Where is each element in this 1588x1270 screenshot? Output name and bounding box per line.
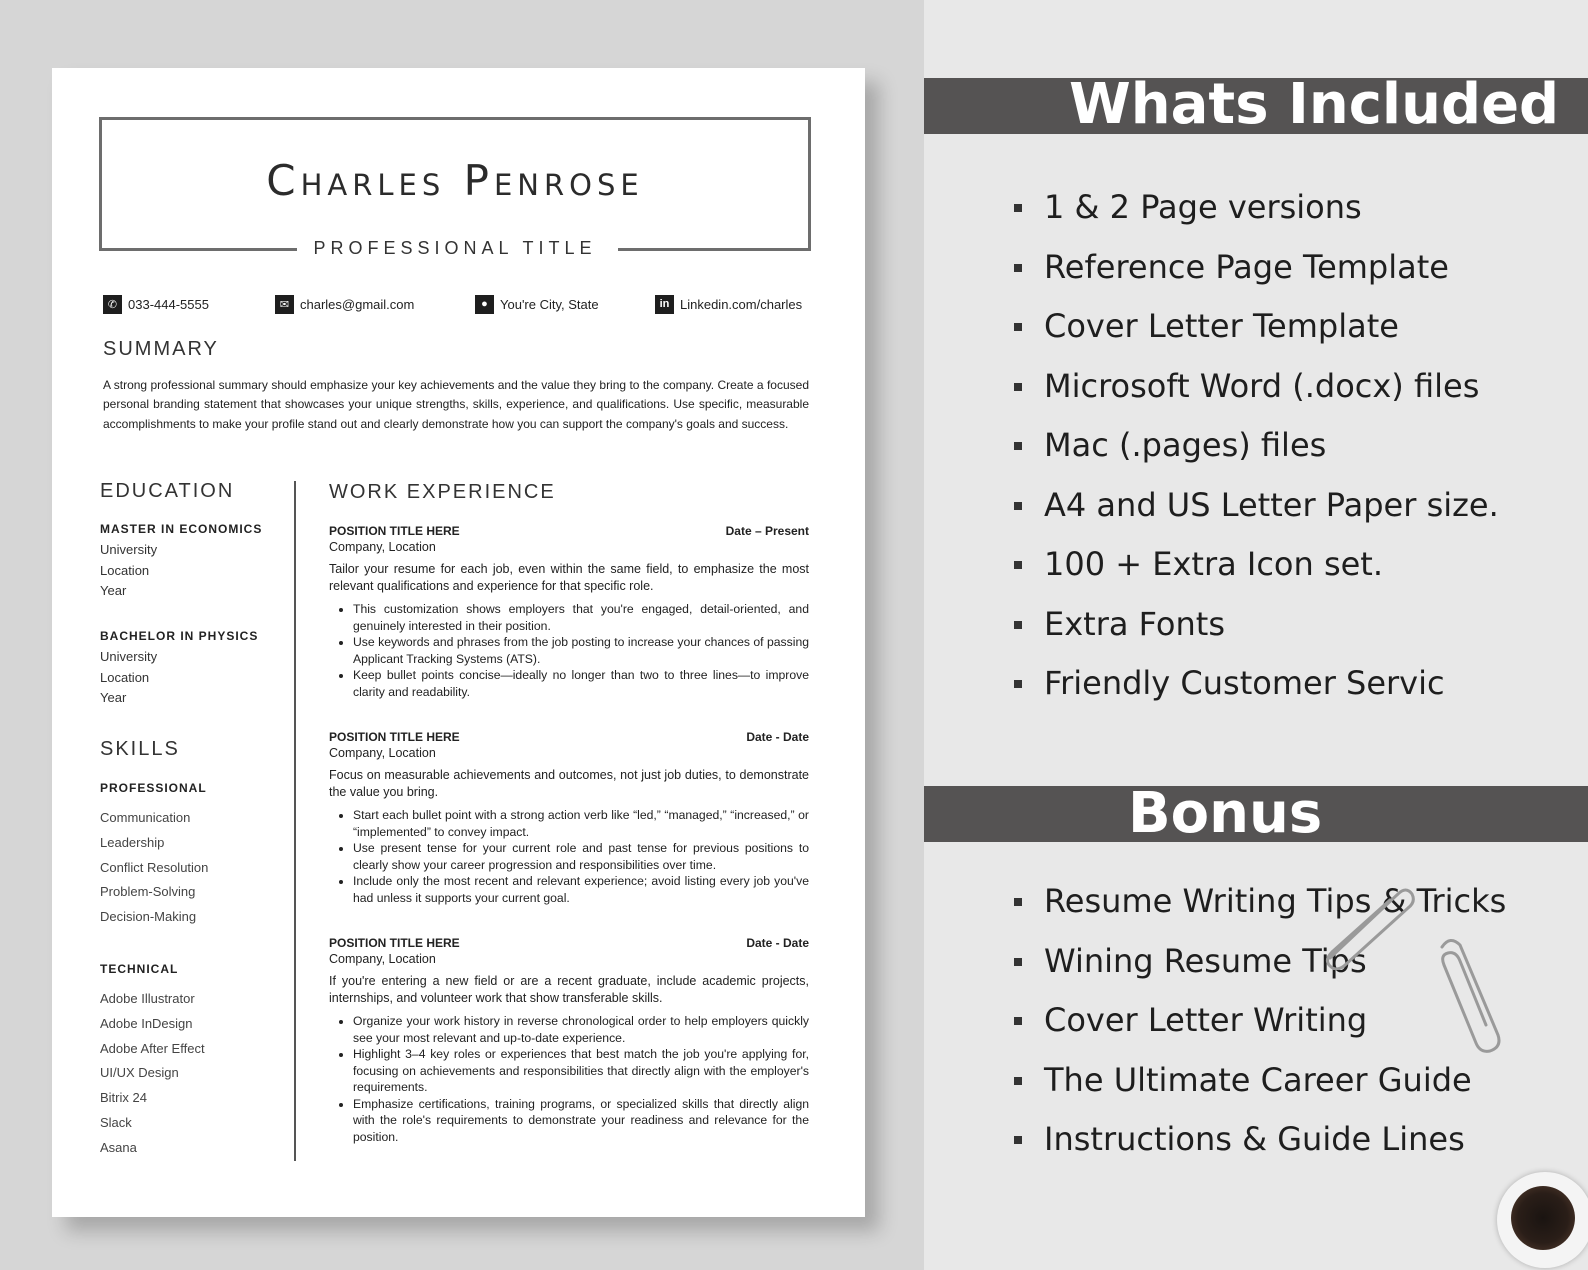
job-bullet: • Organize your work history in reverse chronological order to help employers quickly see your most relevant and up-to-date experience. — [353, 1013, 809, 1046]
phone-text: 033-444-5555 — [128, 296, 209, 312]
bullet-square-icon — [1014, 898, 1022, 906]
bonus-item: Cover Letter Writing — [1013, 1000, 1506, 1060]
bullet-square-icon — [1014, 383, 1022, 391]
summary-heading: SUMMARY — [103, 338, 219, 360]
education-line: Location — [100, 669, 150, 685]
work-experience-heading: WORK EXPERIENCE — [329, 481, 556, 503]
education-item — [100, 522, 280, 602]
bullet-square-icon — [1014, 958, 1022, 966]
skill-item: Leadership — [100, 834, 165, 850]
education-line: University — [100, 649, 158, 664]
linkedin-text: Linkedin.com/charles — [680, 296, 803, 312]
resume-name: Charles Penrose — [266, 156, 644, 205]
location-text: You're City, State — [500, 296, 599, 312]
included-item: Friendly Customer Servic — [1013, 663, 1499, 723]
bullet-square-icon — [1014, 204, 1022, 212]
job-entry — [329, 936, 809, 1145]
email-text: charles@gmail.com — [300, 296, 415, 312]
degree-title: BACHELOR IN PHYSICS — [100, 629, 259, 643]
paperclip-icon — [1430, 935, 1510, 1055]
skill-item: Asana — [100, 1139, 137, 1155]
contact-location — [475, 294, 599, 314]
job-description: Focus on measurable achievements and outcomes, not just job duties, to demonstrate the value you bring. — [329, 768, 809, 799]
bonus-item: Wining Resume Tips — [1013, 941, 1506, 1001]
contact-linkedin — [655, 294, 802, 314]
skill-item: Conflict Resolution — [100, 859, 209, 875]
job-bullet: • Start each bullet point with a strong action verb like “led,” “managed,” “increased,” or “implemented” to convey impact. — [353, 807, 809, 840]
job-description: Tailor your resume for each job, even within the same field, to emphasize the most relevant qualifications and experience for that specific role. — [329, 562, 809, 593]
bullet-square-icon — [1014, 621, 1022, 629]
bullet-square-icon — [1014, 1077, 1022, 1085]
education-item — [100, 629, 280, 709]
skills-category: TECHNICAL — [100, 962, 179, 976]
resume-sheet — [52, 68, 865, 1217]
bonus-item: Instructions & Guide Lines — [1013, 1119, 1506, 1179]
skill-item: Adobe After Effect — [100, 1040, 205, 1056]
included-item: Reference Page Template — [1013, 247, 1499, 307]
included-item: Extra Fonts — [1013, 604, 1499, 664]
included-item: Microsoft Word (.docx) files — [1013, 366, 1499, 426]
job-date: Date – Present — [725, 524, 809, 538]
summary-text: A strong professional summary should emphasize your key achievements and the value they bring to the company. Create a focused personal branding statement that showcases your unique strengths, skills, experience, and qualifications. Use specific, measurable accomplishments to make your profile stand out and clearly demonstrate how you can support the company's goals and success. — [103, 378, 809, 431]
job-company: Company, Location — [329, 952, 436, 966]
bullet-square-icon — [1014, 1017, 1022, 1025]
skill-item: Slack — [100, 1114, 132, 1130]
phone-icon: ✆ — [103, 295, 122, 314]
job-bullet: • Use keywords and phrases from the job posting to increase your chances of passing Applicant Tracking Systems (ATS). — [353, 634, 809, 667]
job-company: Company, Location — [329, 746, 436, 760]
job-bullets — [329, 1013, 809, 1145]
included-item: 100 + Extra Icon set. — [1013, 544, 1499, 604]
job-bullet: • This customization shows employers that you're engaged, detail-oriented, and genuinely interested in their position. — [353, 601, 809, 634]
job-date: Date - Date — [746, 936, 809, 950]
skills-category: PROFESSIONAL — [100, 781, 207, 795]
job-entry — [329, 730, 809, 906]
skill-item: Adobe Illustrator — [100, 991, 195, 1006]
bullet-square-icon — [1014, 680, 1022, 688]
coffee-surface — [1511, 1186, 1575, 1250]
skill-item: Adobe InDesign — [100, 1015, 193, 1031]
coffee-cup-icon — [1497, 1172, 1588, 1268]
bullet-square-icon — [1014, 561, 1022, 569]
skills-technical — [100, 962, 280, 1161]
bullet-square-icon — [1014, 502, 1022, 510]
included-title: Whats Included — [1069, 72, 1560, 137]
skill-item: Bitrix 24 — [100, 1090, 147, 1106]
bullet-square-icon — [1014, 1136, 1022, 1144]
job-bullet: • Emphasize certifications, training programs, or specialized skills that directly align with the role's requirements to demonstrate your readiness and relevance for the position. — [353, 1096, 809, 1146]
professional-title: PROFESSIONAL TITLE — [313, 238, 597, 258]
included-item: 1 & 2 Page versions — [1013, 187, 1499, 247]
bonus-title: Bonus — [1128, 781, 1323, 846]
contact-email — [275, 294, 414, 314]
skill-item: Problem-Solving — [100, 884, 196, 900]
paperclip-icon — [1310, 880, 1420, 970]
job-entry — [329, 524, 809, 700]
education-line: Year — [100, 690, 127, 705]
bullet-square-icon — [1014, 323, 1022, 331]
location-pin-icon: ● — [475, 295, 494, 314]
education-heading: EDUCATION — [100, 480, 235, 502]
included-list — [1013, 187, 1499, 723]
skills-professional — [100, 781, 280, 930]
job-description: If you're entering a new field or are a recent graduate, include academic projects, internships, and volunteer work that show transferable skills. — [329, 974, 809, 1005]
included-item: Cover Letter Template — [1013, 306, 1499, 366]
job-date: Date - Date — [746, 730, 809, 744]
skill-item: Communication — [100, 810, 191, 825]
education-line: University — [100, 542, 158, 557]
job-company: Company, Location — [329, 540, 436, 554]
job-position: POSITION TITLE HERE — [329, 936, 460, 950]
job-bullet: • Include only the most recent and relevant experience; avoid listing every job you've had unless it supports your current goal. — [353, 873, 809, 906]
skill-item: UI/UX Design — [100, 1065, 179, 1081]
column-divider — [294, 481, 296, 1161]
job-position: POSITION TITLE HERE — [329, 730, 460, 744]
contact-phone — [103, 294, 209, 314]
job-bullets — [329, 601, 809, 700]
bullet-square-icon — [1014, 264, 1022, 272]
job-position: POSITION TITLE HERE — [329, 524, 460, 538]
skills-heading: SKILLS — [100, 738, 180, 760]
degree-title: MASTER IN ECONOMICS — [100, 522, 263, 536]
bonus-item: Resume Writing Tips & Tricks — [1013, 881, 1506, 941]
job-bullets — [329, 807, 809, 906]
job-bullet: • Keep bullet points concise—ideally no longer than two to three lines—to improve clarity and readability. — [353, 667, 809, 700]
included-item: A4 and US Letter Paper size. — [1013, 485, 1499, 545]
job-bullet: • Highlight 3–4 key roles or experiences that best match the job you're applying for, focusing on achievements and responsibilities that directly align with the employer's requirements. — [353, 1046, 809, 1096]
bonus-item: The Ultimate Career Guide — [1013, 1060, 1506, 1120]
bullet-square-icon — [1014, 442, 1022, 450]
education-line: Location — [100, 562, 150, 578]
linkedin-icon: in — [655, 295, 674, 314]
included-item: Mac (.pages) files — [1013, 425, 1499, 485]
education-line: Year — [100, 583, 127, 598]
email-icon: ✉ — [275, 295, 294, 314]
skill-item: Decision-Making — [100, 909, 197, 925]
job-bullet: • Use present tense for your current role and past tense for previous positions to clearly show your career progression and responsibilities over time. — [353, 840, 809, 873]
